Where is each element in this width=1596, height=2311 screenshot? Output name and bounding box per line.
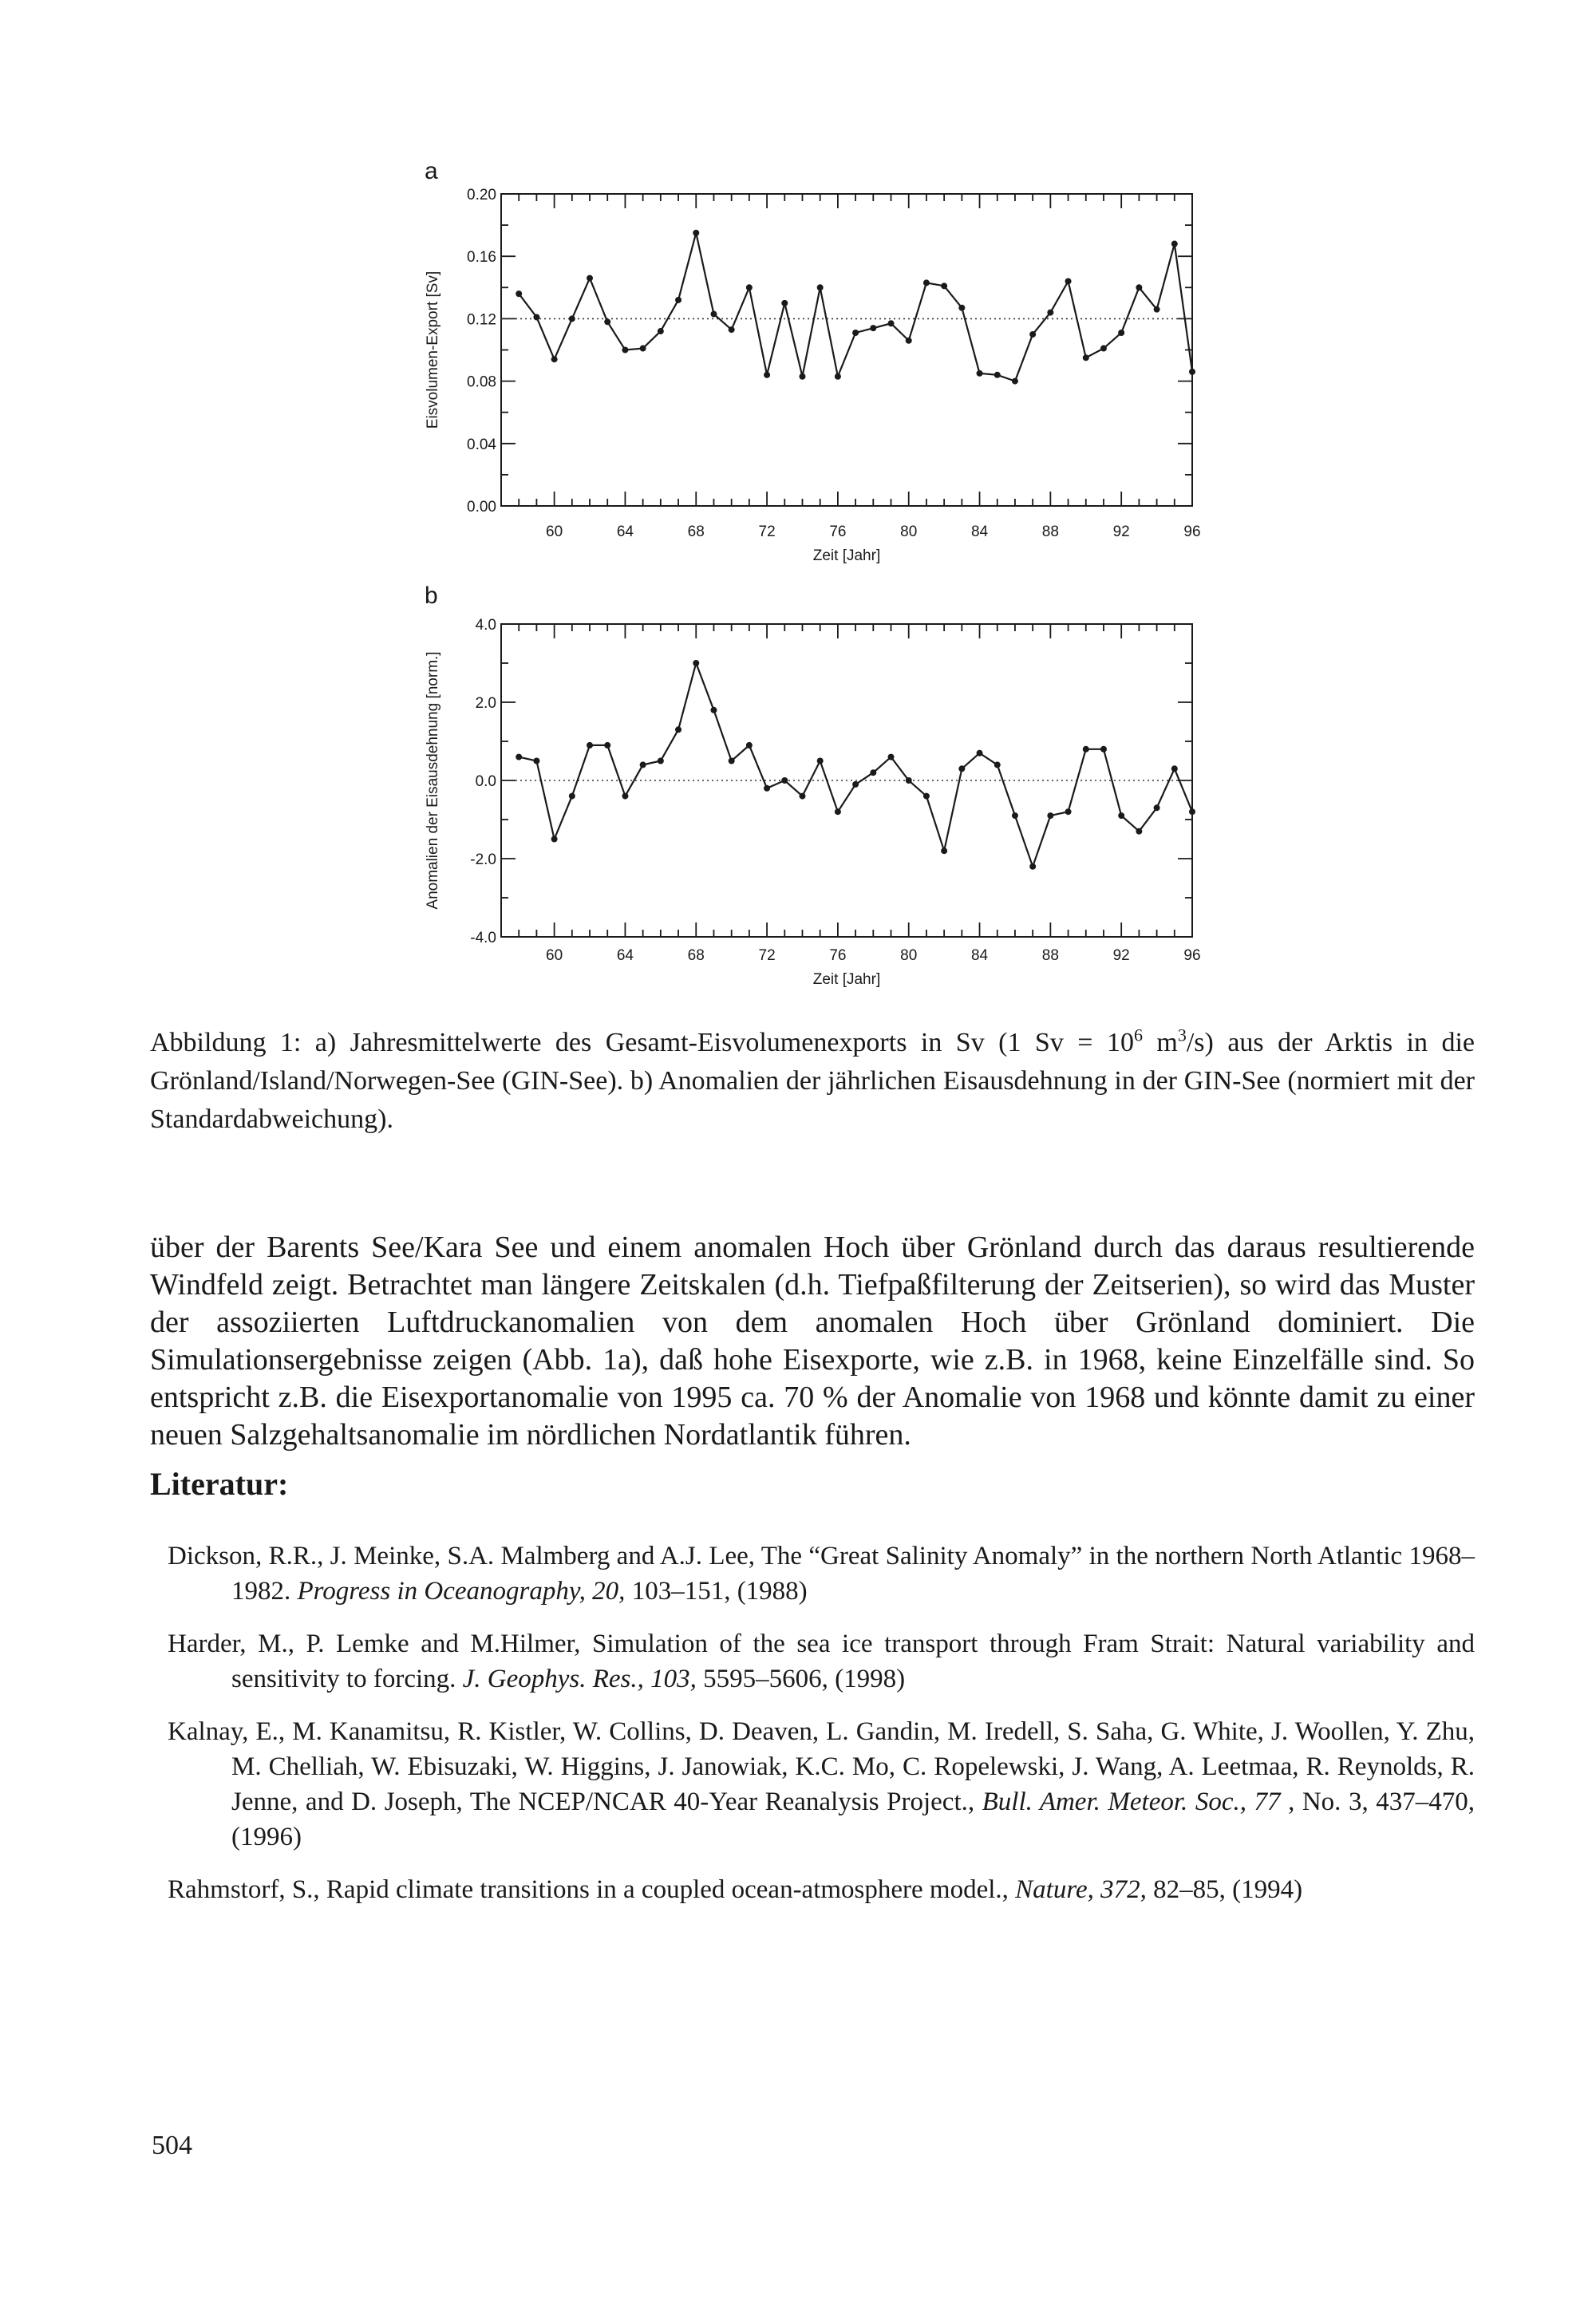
data-point [1118, 330, 1124, 336]
chart-a-ice-export [0, 144, 1277, 591]
data-point [1100, 346, 1107, 352]
data-point [729, 758, 735, 764]
data-point [533, 758, 539, 764]
x-axis-title: Zeit [Jahr] [812, 971, 881, 988]
reference-item: Kalnay, E., M. Kanamitsu, R. Kistler, W. Collins, D. Deaven, L. Gandin, M. Iredell, S. Saha, G. White, J. Woollen, Y. Zhu, M. Chelliah, W. Ebisuzaki, W. Higgins, J. Janowiak, K.C. Mo, C. Ropelewski, J. Wang, A. Leetmaa, R. Reynolds, R. Jenne, and D. Joseph, The NCEP/NCAR 40-Year Reanalysis Project., Bull. Amer. Meteor. Soc., 77 , No. 3, 437–470, (1996) [168, 1717, 1475, 1851]
data-point [710, 311, 717, 318]
y-tick-label: -4.0 [470, 930, 496, 946]
data-point [1136, 828, 1142, 835]
y-tick-label: 0.00 [467, 499, 496, 516]
data-point [746, 742, 753, 749]
data-point [958, 305, 965, 311]
page-number: 504 [152, 2131, 192, 2160]
x-tick-label: 84 [970, 947, 989, 964]
data-point [958, 765, 965, 772]
x-tick-label: 92 [1112, 947, 1130, 964]
data-point [941, 282, 947, 289]
data-point [906, 777, 912, 784]
panel-letter-a: a [425, 158, 438, 184]
data-point [658, 328, 664, 334]
x-tick-label: 80 [900, 523, 918, 540]
y-tick-label: 0.04 [467, 436, 496, 453]
data-point [693, 230, 699, 236]
data-point [817, 758, 824, 764]
data-point [852, 330, 859, 336]
data-point [693, 660, 699, 666]
figure-caption: Abbildung 1: a) Jahresmittelwerte des Gesamt-Eisvolumenexports in Sv (1 $Sv = 10^6$ $m^3/s$) aus der Arktis in die Grönland/Island/Norwegen-See (GIN-See). b) Anomalien der jährlichen Eisausdehnung in der GIN-See (normiert mit der Standardabweichung). [150, 1025, 1476, 1134]
data-point [835, 373, 841, 380]
data-point [1029, 331, 1036, 338]
data-point [781, 777, 788, 784]
x-tick-label: 76 [829, 523, 847, 540]
y-axis-title: Anomalien der Eisausdehnung [norm.] [425, 651, 441, 910]
chart-b-ice-extent-anomaly [0, 575, 1277, 997]
data-point [1083, 746, 1089, 753]
data-point [941, 847, 947, 854]
data-point [1047, 310, 1053, 316]
y-tick-label: 2.0 [475, 695, 496, 712]
y-tick-label: 0.12 [467, 311, 496, 329]
data-point [799, 373, 805, 380]
y-axis-title: Eisvolumen-Export [Sv] [425, 271, 441, 429]
reference-list [168, 1539, 1475, 1925]
data-point [888, 320, 895, 326]
data-point [764, 372, 770, 378]
data-point [710, 707, 717, 713]
x-tick-label: 76 [829, 947, 847, 964]
data-point [817, 284, 824, 290]
data-point [870, 325, 876, 331]
data-point [551, 356, 558, 362]
data-point [1154, 306, 1160, 313]
data-point [640, 761, 646, 768]
data-point [994, 372, 1001, 378]
series-line [519, 663, 1192, 867]
data-point [923, 793, 930, 800]
data-point [1029, 863, 1036, 870]
data-point [870, 769, 876, 776]
data-point [675, 726, 681, 733]
data-point [1118, 812, 1124, 819]
data-point [799, 793, 805, 800]
x-tick-label: 80 [900, 947, 918, 964]
y-tick-label: 0.08 [467, 373, 496, 391]
data-point [852, 781, 859, 788]
data-point [977, 370, 983, 377]
data-point [1047, 812, 1053, 819]
body-paragraph: über der Barents See/Kara See und einem anomalen Hoch über Grönland durch das daraus resultierende Windfeld zeigt. Betrachtet man längere Zeitskalen (d.h. Tiefpaßfilterung der Zeitserien), so wird das Muster der assoziierten Luftdruckanomalien von dem anomalen Hoch über Grönland dominiert. Die Simulationsergebnisse zeigen (Abb. 1a), daß hohe Eisexporte, wie z.B. in 1968, keine Einzelfälle sind. So entspricht z.B. die Eisexportanomalie von 1995 ca. 70 % der Anomalie von 1968 und könnte damit zu einer neuen Salzgehaltsanomalie im nördlichen Nordatlantik führen. [150, 1231, 1475, 1452]
reference-item: Dickson, R.R., J. Meinke, S.A. Malmberg and A.J. Lee, The “Great Salinity Anomaly” in the northern North Atlantic 1968–1982. Progress in Oceanography, 20, 103–151, (1988) [168, 1542, 1475, 1606]
data-point [977, 750, 983, 757]
x-tick-label: 96 [1183, 523, 1201, 540]
y-tick-label: 0.20 [467, 187, 496, 203]
literature-heading: Literatur: [150, 1466, 289, 1502]
y-tick-label: -2.0 [470, 851, 496, 868]
data-point [835, 808, 841, 815]
data-point [1065, 278, 1072, 284]
series-line [519, 233, 1192, 381]
data-point [622, 793, 628, 800]
x-tick-label: 68 [687, 947, 705, 964]
data-point [1065, 808, 1072, 815]
x-tick-label: 60 [546, 523, 563, 540]
data-point [640, 346, 646, 352]
x-tick-label: 88 [1041, 523, 1059, 540]
data-point [764, 785, 770, 792]
data-point [675, 297, 681, 303]
reference-item: Rahmstorf, S., Rapid climate transitions in a coupled ocean-atmosphere model., Nature, 372, 82–85, (1994) [168, 1875, 1303, 1904]
data-point [658, 758, 664, 764]
x-tick-label: 64 [616, 523, 634, 540]
data-point [604, 742, 610, 749]
data-point [746, 284, 753, 290]
y-tick-label: 4.0 [475, 617, 496, 634]
x-tick-label: 72 [758, 523, 776, 540]
x-tick-label: 84 [970, 523, 989, 540]
data-point [1083, 354, 1089, 361]
data-point [1189, 808, 1195, 815]
data-point [1136, 284, 1142, 290]
x-tick-label: 92 [1112, 523, 1130, 540]
data-point [923, 279, 930, 286]
data-point [604, 318, 610, 325]
data-point [1100, 746, 1107, 753]
x-tick-label: 88 [1041, 947, 1059, 964]
data-point [533, 314, 539, 320]
x-tick-label: 60 [546, 947, 563, 964]
x-tick-label: 96 [1183, 947, 1201, 964]
data-point [994, 761, 1001, 768]
plot-frame [501, 194, 1192, 506]
data-point [551, 836, 558, 843]
data-point [622, 347, 628, 354]
data-point [569, 315, 575, 322]
data-point [1171, 241, 1178, 247]
data-point [516, 290, 522, 297]
x-tick-label: 64 [616, 947, 634, 964]
data-point [729, 326, 735, 333]
data-point [888, 754, 895, 760]
data-point [516, 754, 522, 760]
data-point [906, 338, 912, 344]
data-point [1154, 804, 1160, 811]
data-point [1012, 812, 1018, 819]
panel-letter-b: b [425, 583, 438, 609]
data-point [1189, 369, 1195, 375]
x-tick-label: 72 [758, 947, 776, 964]
data-point [569, 793, 575, 800]
y-tick-label: 0.0 [475, 773, 496, 790]
data-point [781, 300, 788, 306]
y-tick-label: 0.16 [467, 249, 496, 267]
x-tick-label: 68 [687, 523, 705, 540]
data-point [1012, 378, 1018, 385]
x-axis-title: Zeit [Jahr] [812, 547, 881, 564]
reference-item: Harder, M., P. Lemke and M.Hilmer, Simulation of the sea ice transport through Fram Strait: Natural variability and sensitivity to forcing. J. Geophys. Res., 103, 5595–5606, (1998) [168, 1630, 1475, 1693]
data-point [1171, 765, 1178, 772]
data-point [587, 275, 593, 282]
data-point [587, 742, 593, 749]
